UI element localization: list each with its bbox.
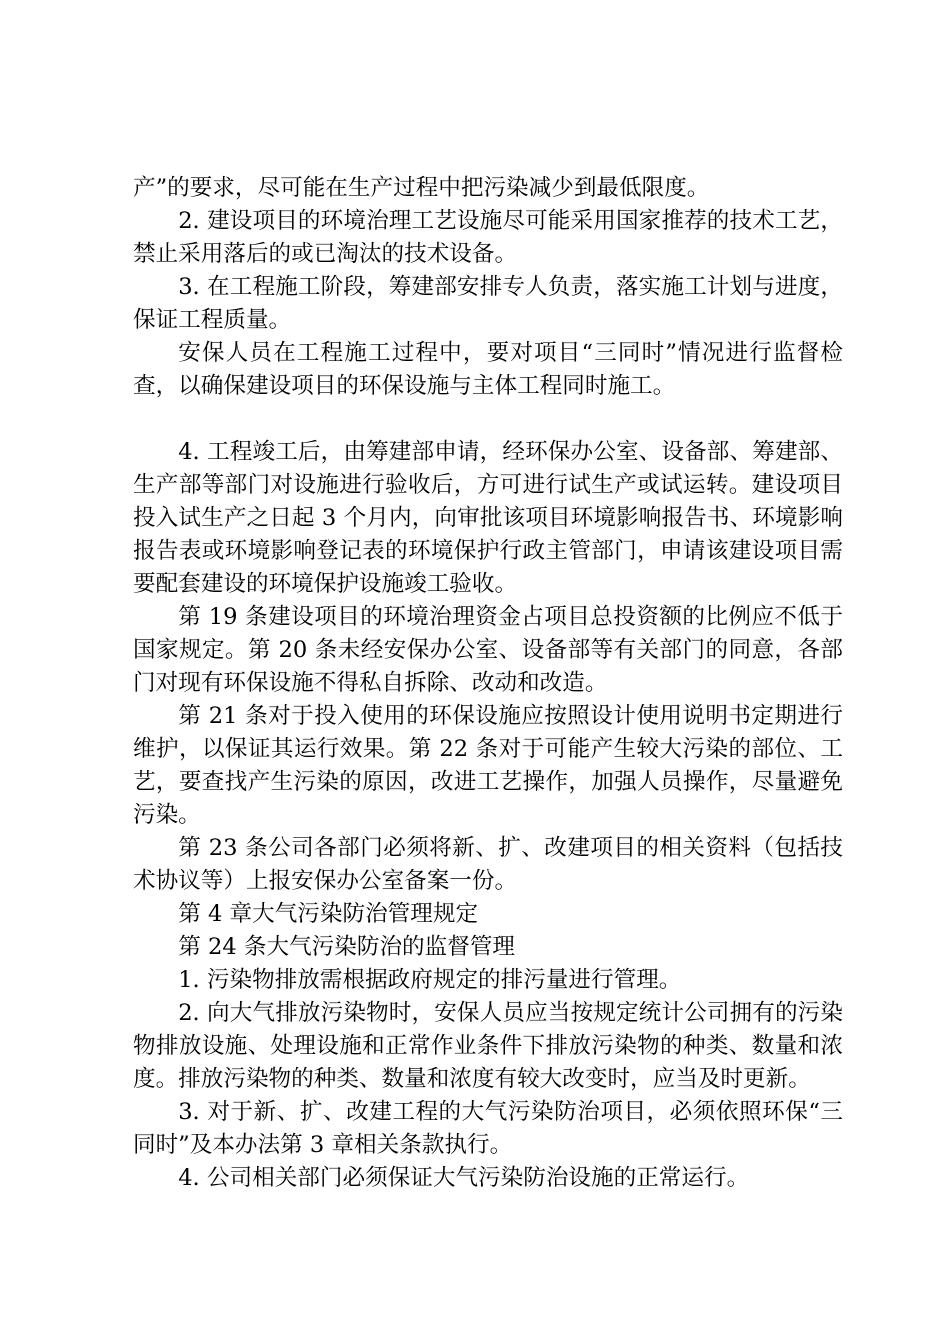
paragraph-supervision: 安保人员在工程施工过程中，要对项目“三同时”情况进行监督检查，以确保建设项目的环保设施与主体工程同时施工。 [133, 340, 843, 399]
paragraph-continuation: 产”的要求，尽可能在生产过程中把污染减少到最低限度。 [133, 175, 710, 201]
paragraph-item-4: 4. 工程竣工后，由筹建部申请，经环保办公室、设备部、筹建部、生产部等部门对设施进行验收后，方可进行试生产或试运转。建设项目投入试生产之日起 3 个月内，向审批该项目环境影响报告书、环境影响报告表或环境影响登记表的环境保护行政主管部门，申请该建设项目需要配套建设的环境保护设施竣工验收。 [133, 439, 843, 597]
paragraph-air-item-4: 4. 公司相关部门必须保证大气污染防治设施的正常运行。 [178, 1165, 750, 1191]
article-heading: 第 24 条大气污染防治的监督管理 [178, 934, 516, 960]
document-body [133, 172, 843, 1195]
paragraph-item-2: 2. 建设项目的环境治理工艺设施尽可能采用国家推荐的技术工艺，禁止采用落后的或已淘汰的技术设备。 [133, 208, 843, 267]
paragraph-article-23: 第 23 条公司各部门必须将新、扩、改建项目的相关资料（包括技术协议等）上报安保办公室备案一份。 [133, 835, 843, 894]
paragraph-air-item-2: 2. 向大气排放污染物时，安保人员应当按规定统计公司拥有的污染物排放设施、处理设施和正常作业条件下排放污染物的种类、数量和浓度。排放污染物的种类、数量和浓度有较大改变时，应当及时更新。 [133, 1000, 843, 1092]
paragraph-article-19-20: 第 19 条建设项目的环境治理资金占项目总投资额的比例应不低于国家规定。第 20 条未经安保办公室、设备部等有关部门的同意，各部门对现有环保设施不得私自拆除、改动和改造。 [133, 604, 843, 696]
paragraph-air-item-3: 3. 对于新、扩、改建工程的大气污染防治项目，必须依照环保“三同时”及本办法第 3 章相关条款执行。 [133, 1099, 843, 1158]
paragraph-item-3: 3. 在工程施工阶段，筹建部安排专人负责，落实施工计划与进度，保证工程质量。 [133, 274, 843, 333]
paragraph-air-item-1: 1. 污染物排放需根据政府规定的排污量进行管理。 [178, 967, 682, 993]
chapter-heading: 第 4 章大气污染防治管理规定 [178, 901, 479, 927]
paragraph-article-21-22: 第 21 条对于投入使用的环保设施应按照设计使用说明书定期进行维护，以保证其运行效果。第 22 条对于可能产生较大污染的部位、工艺，要查找产生污染的原因，改进工艺操作，加强人员操作，尽量避免污染。 [133, 703, 843, 828]
